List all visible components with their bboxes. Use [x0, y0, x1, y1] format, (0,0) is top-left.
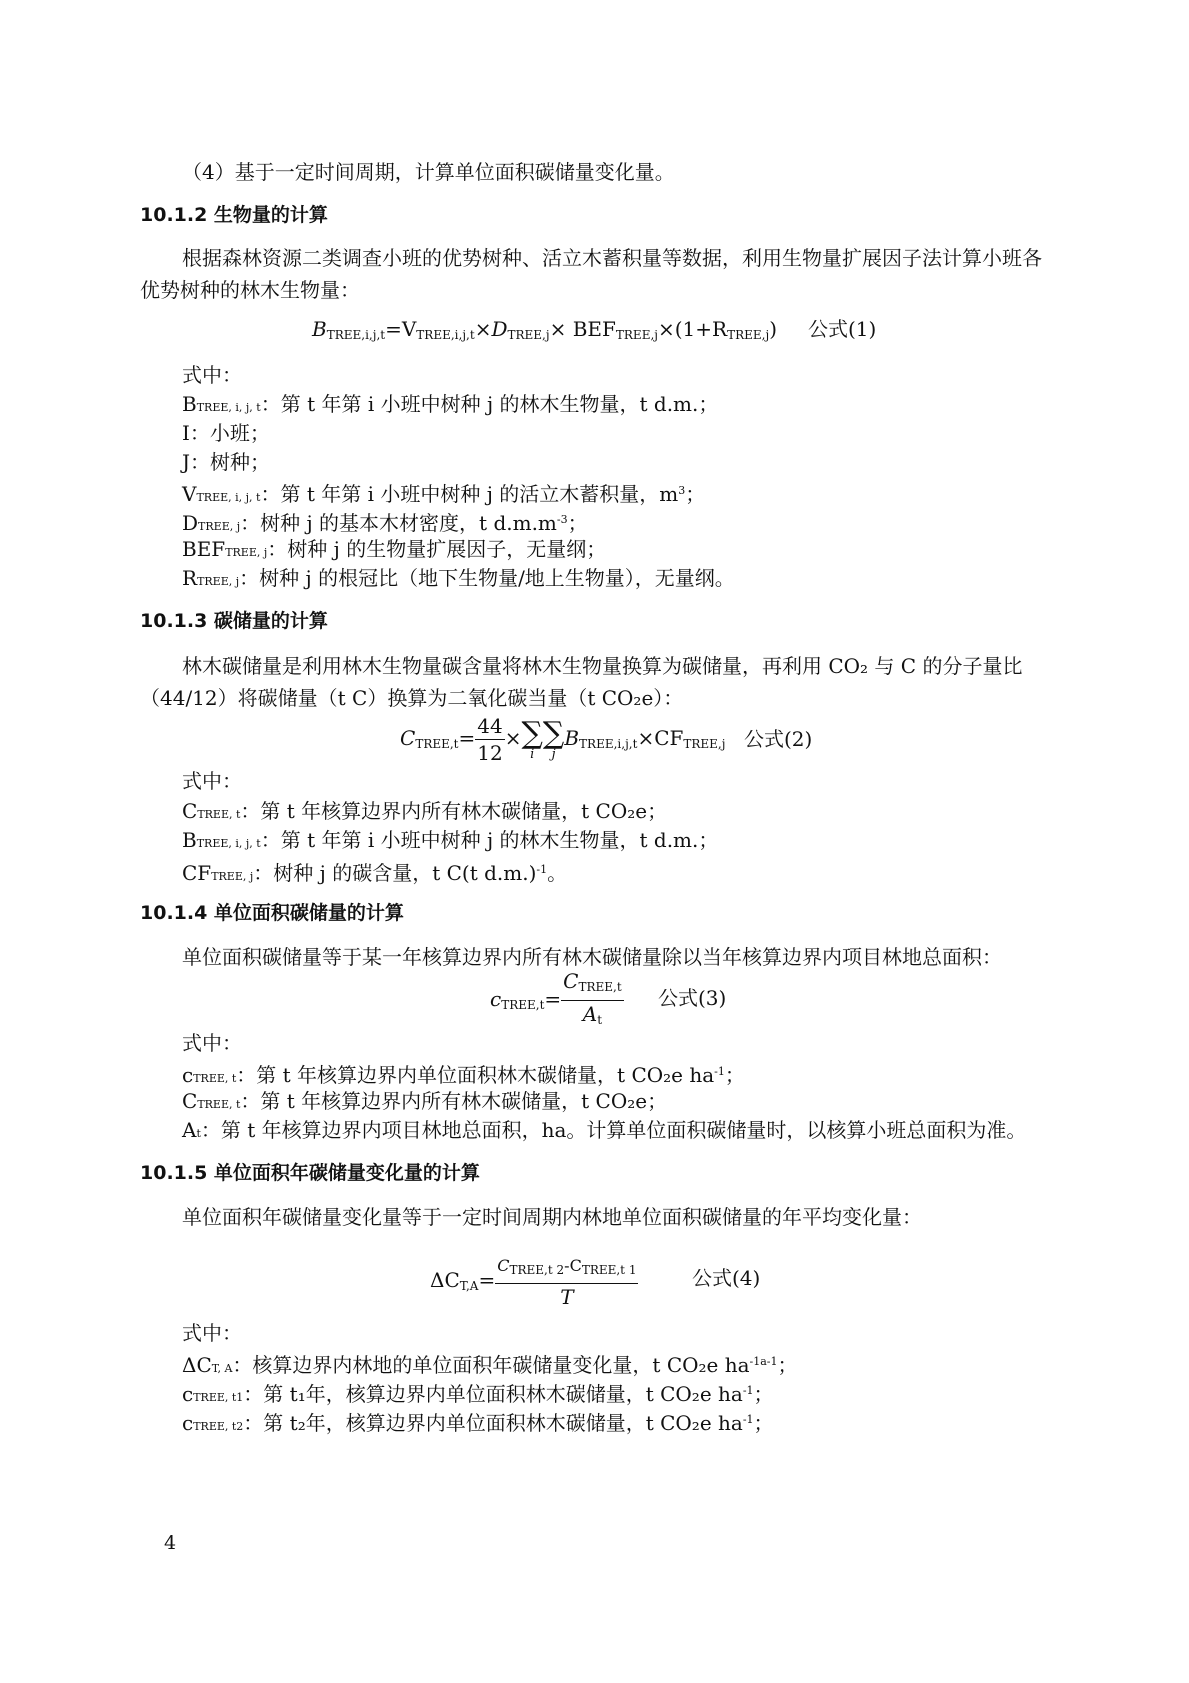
page-number: 4 — [164, 1532, 177, 1554]
def-c-tree-unit: cTREE, t：第 t 年核算边界内单位面积林木碳储量，t CO₂e $ha^{-1}$； — [182, 1063, 745, 1087]
def-i: I：小班； — [182, 421, 270, 445]
def-d-tree: DTREE, j：树种 j 的基本木材密度，t $d.m.m^{-3}$； — [182, 511, 588, 535]
formula-2: CTREE,t= $\frac{44}{12}$ ×∑ i ∑ j BTREE,i,j,t×CFTREE,j — [400, 714, 726, 765]
def-r-tree: RTREE, j：树种 j 的根冠比（地下生物量/地上生物量），无量纲。 — [182, 566, 735, 590]
where-label-1: 式中： — [182, 363, 242, 387]
def-cf-tree: CFTREE, j：树种 j 的碳含量，t C(t d.m.)$^{-1}$。 — [182, 861, 568, 885]
def-b-tree-2: BTREE, i, j, t：第 t 年第 i 小班中树种 j 的林木生物量，t d.m.； — [182, 828, 719, 852]
def-delta-c: ΔCT, A：核算边界内林地的单位面积年碳储量变化量，t CO₂e $ha^{-1a-1}$； — [182, 1353, 798, 1377]
def-c-tree: CTREE, t：第 t 年核算边界内所有林木碳储量，t CO₂e； — [182, 799, 668, 823]
where-label-3: 式中： — [182, 1031, 242, 1055]
paragraph-biomass: 根据森林资源二类调查小班的优势树种、活立木蓄积量等数据，利用生物量扩展因子法计算小班各优势树种的林木生物量： — [140, 246, 1042, 302]
def-c-tree-total: CTREE, t：第 t 年核算边界内所有林木碳储量，t CO₂e； — [182, 1089, 668, 1113]
def-a-t: At：第 t 年核算边界内项目林地总面积，ha。计算单位面积碳储量时，以核算小班总面积为准。 — [182, 1118, 1027, 1142]
section-heading-10-1-3: 10.1.3 碳储量的计算 — [140, 610, 328, 632]
paragraph-annual-change: 单位面积年碳储量变化量等于一定时间周期内林地单位面积碳储量的年平均变化量： — [182, 1205, 922, 1229]
where-label-4: 式中： — [182, 1321, 242, 1345]
def-j: J：树种； — [182, 450, 271, 474]
def-b-tree: BTREE, i, j, t：第 t 年第 i 小班中树种 j 的林木生物量，t d.m.； — [182, 392, 719, 416]
def-c-tree-t2: cTREE, t2：第 t₂年，核算边界内单位面积林木碳储量，t CO₂e $ha^{-1}$； — [182, 1411, 774, 1435]
formula-2-label: 公式(2) — [744, 727, 813, 751]
formula-3-label: 公式(3) — [658, 986, 727, 1010]
formula-3: cTREE,t= $\frac{\text{CTREE,t}}{At}$ — [490, 969, 622, 1027]
paragraph-unit-area-stock: 单位面积碳储量等于某一年核算边界内所有林木碳储量除以当年核算边界内项目林地总面积： — [182, 945, 1002, 969]
formula-1-label: 公式(1) — [808, 317, 877, 341]
def-v-tree: VTREE, i, j, t：第 t 年第 i 小班中树种 j 的活立木蓄积量，$m^3$； — [182, 482, 706, 506]
formula-4-label: 公式(4) — [692, 1266, 761, 1290]
section-heading-10-1-2: 10.1.2 生物量的计算 — [140, 204, 328, 226]
paragraph-carbon-stock: 林木碳储量是利用林木生物量碳含量将林木生物量换算为碳储量，再利用 CO₂ 与 C 的分子量比（44/12）将碳储量（t C）换算为二氧化碳当量（t CO₂e）： — [140, 654, 1023, 710]
def-bef-tree: BEFTREE, j：树种 j 的生物量扩展因子，无量纲； — [182, 537, 607, 561]
formula-1: BTREE,i,j,t=VTREE,i,j,t×DTREE,j× BEFTREE,j×(1+RTREE,j) — [312, 317, 777, 342]
formula-4: ΔCT,A= $\frac{\text{CTREE,t 2-CTREE,t 1}}{T}$ — [430, 1250, 638, 1316]
step-4-text: （4）基于一定时间周期，计算单位面积碳储量变化量。 — [182, 160, 675, 184]
where-label-2: 式中： — [182, 769, 242, 793]
section-heading-10-1-5: 10.1.5 单位面积年碳储量变化量的计算 — [140, 1162, 480, 1184]
section-heading-10-1-4: 10.1.4 单位面积碳储量的计算 — [140, 902, 404, 924]
def-c-tree-t1: cTREE, t1：第 t₁年，核算边界内单位面积林木碳储量，t CO₂e $ha^{-1}$； — [182, 1382, 774, 1406]
